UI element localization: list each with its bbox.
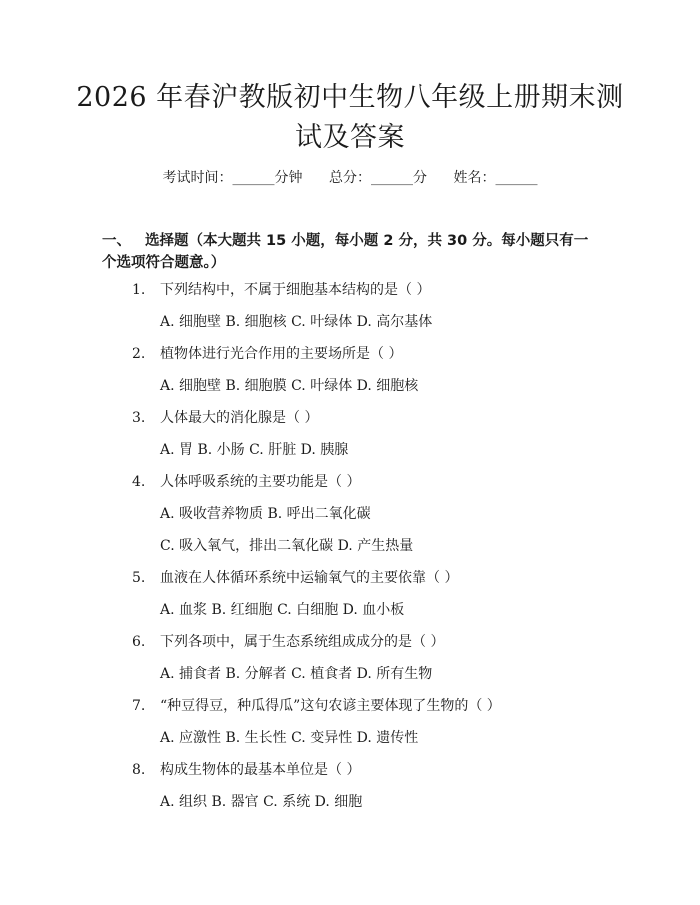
exam-score: 总分：______分 <box>329 170 427 186</box>
question-8 <box>132 760 360 780</box>
question-number: 5. <box>132 570 146 586</box>
question-2-options: A. 细胞壁 B. 细胞膜 C. 叶绿体 D. 细胞核 <box>160 378 419 394</box>
question-3-options: A. 胃 B. 小肠 C. 肝脏 D. 胰腺 <box>160 442 349 458</box>
page-title <box>60 78 640 158</box>
title-line-2: 试及答案 <box>295 122 405 153</box>
question-5 <box>132 568 458 588</box>
section-heading <box>102 230 602 274</box>
question-number: 6. <box>132 634 146 650</box>
question-number: 7. <box>132 698 146 714</box>
question-7 <box>132 696 501 716</box>
question-text: 人体呼吸系统的主要功能是（ ） <box>160 474 361 490</box>
section-number: 一、 <box>102 233 131 249</box>
question-4-options-line-2: C. 吸入氧气，排出二氧化碳 D. 产生热量 <box>160 538 414 554</box>
question-number: 8. <box>132 762 146 778</box>
question-1-options: A. 细胞壁 B. 细胞核 C. 叶绿体 D. 高尔基体 <box>160 314 433 330</box>
question-4-options-line-1: A. 吸收营养物质 B. 呼出二氧化碳 <box>160 506 371 522</box>
question-number: 2. <box>132 346 146 362</box>
section-text: 选择题（本大题共 15 小题，每小题 2 分，共 30 分。每小题只有一个选项符合题意。） <box>102 233 589 271</box>
question-6-options: A. 捕食者 B. 分解者 C. 植食者 D. 所有生物 <box>160 666 433 682</box>
exam-name: 姓名：______ <box>453 170 538 186</box>
question-text: 植物体进行光合作用的主要场所是（ ） <box>160 346 403 362</box>
question-6 <box>132 632 444 652</box>
question-1 <box>132 280 430 300</box>
question-number: 1. <box>132 282 146 298</box>
question-text: 血液在人体循环系统中运输氧气的主要依靠（ ） <box>160 570 459 586</box>
question-2 <box>132 344 402 364</box>
question-text: 下列各项中，属于生态系统组成成分的是（ ） <box>160 634 445 650</box>
question-4 <box>132 472 360 492</box>
question-number: 3. <box>132 410 146 426</box>
question-3 <box>132 408 318 428</box>
question-text: 下列结构中，不属于细胞基本结构的是（ ） <box>160 282 431 298</box>
question-8-options: A. 组织 B. 器官 C. 系统 D. 细胞 <box>160 794 363 810</box>
title-line-1: 2026 年春沪教版初中生物八年级上册期末测 <box>76 82 624 113</box>
question-number: 4. <box>132 474 146 490</box>
exam-meta <box>0 168 700 188</box>
exam-time: 考试时间：______分钟 <box>162 170 303 186</box>
question-text: 人体最大的消化腺是（ ） <box>160 410 319 426</box>
question-7-options: A. 应激性 B. 生长性 C. 变异性 D. 遗传性 <box>160 730 419 746</box>
question-text: 构成生物体的最基本单位是（ ） <box>160 762 361 778</box>
question-5-options: A. 血浆 B. 红细胞 C. 白细胞 D. 血小板 <box>160 602 405 618</box>
question-text: “种豆得豆，种瓜得瓜”这句农谚主要体现了生物的（ ） <box>160 698 501 714</box>
